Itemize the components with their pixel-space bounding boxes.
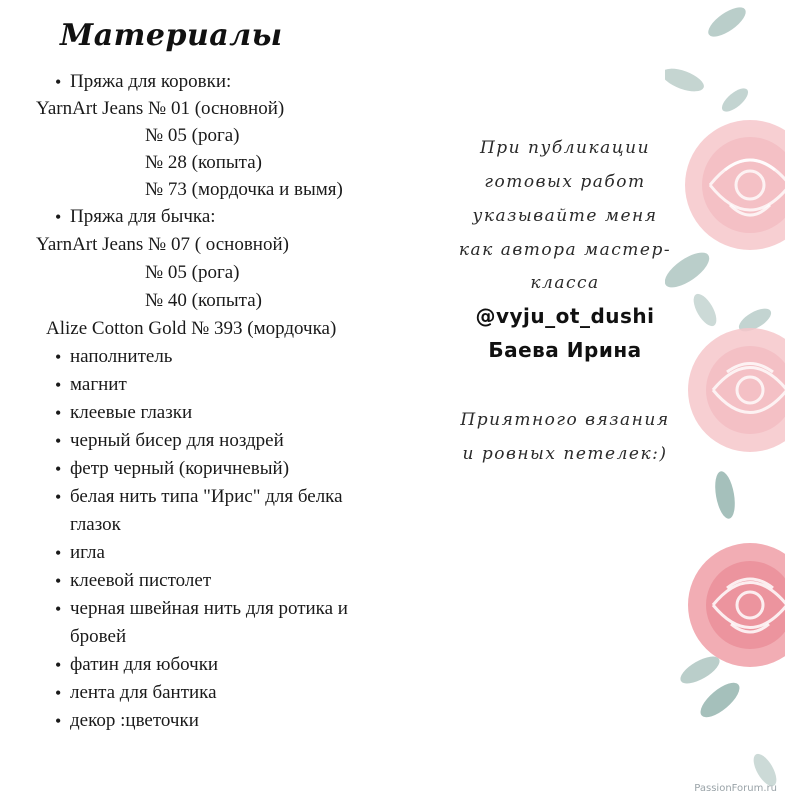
list-item: Alize Cotton Gold № 393 (мордочка) (46, 318, 337, 339)
list-item: • клеевой пистолет (70, 569, 211, 593)
leaf-icon (718, 84, 752, 115)
leaf-icon (665, 246, 715, 294)
watermark: PassionForum.ru (694, 783, 777, 794)
list-item: • магнит (70, 373, 127, 397)
list-item: • черная швейная нить для ротика и (70, 597, 348, 621)
rose-icon (688, 328, 785, 452)
list-item: • черный бисер для ноздрей (70, 429, 284, 453)
rose-icon (688, 543, 785, 667)
leaf-icon (712, 470, 738, 520)
floral-decoration-icon (665, 0, 785, 800)
list-item: № 73 (мордочка и вымя) (145, 179, 343, 200)
wish-line: и ровных петелек:) (462, 444, 668, 464)
author-handle: @vyju_ot_dushi (475, 304, 655, 328)
list-item: • декор :цветочки (70, 709, 199, 733)
list-item: • белая нить типа "Ирис" для белка (70, 485, 343, 509)
side-note-line: указывайте меня (472, 206, 658, 226)
side-note-line: класса (530, 273, 600, 293)
side-note-line: При публикации (479, 138, 651, 158)
page-title: Материалы (60, 18, 283, 53)
list-item: YarnArt Jeans № 01 (основной) (36, 98, 285, 119)
wish-line: Приятного вязания (460, 410, 670, 430)
rose-icon (685, 120, 785, 250)
list-item: № 05 (рога) (145, 262, 240, 283)
side-note-line: как автора мастер- (458, 240, 672, 260)
list-item: • лента для бантика (70, 681, 217, 705)
leaf-icon (689, 290, 721, 329)
list-item: • фетр черный (коричневый) (70, 457, 289, 481)
author-name: Баева Ирина (488, 338, 642, 362)
list-item: № 05 (рога) (145, 125, 240, 146)
list-item: YarnArt Jeans № 07 ( основной) (36, 234, 289, 255)
leaf-icon (704, 2, 750, 42)
list-item: № 28 (копыта) (145, 152, 262, 173)
list-item: • Пряжа для коровки: (70, 70, 231, 94)
list-item: • игла (70, 541, 105, 565)
side-note-line: готовых работ (484, 172, 646, 192)
list-item: • наполнитель (70, 345, 172, 369)
leaf-icon (665, 64, 707, 96)
list-item: глазок (70, 514, 121, 535)
list-item: бровей (70, 626, 127, 647)
list-item: • клеевые глазки (70, 401, 192, 425)
leaf-icon (695, 677, 745, 723)
list-item: • фатин для юбочки (70, 653, 218, 677)
list-item: • Пряжа для бычка: (70, 205, 216, 229)
list-item: № 40 (копыта) (145, 290, 262, 311)
